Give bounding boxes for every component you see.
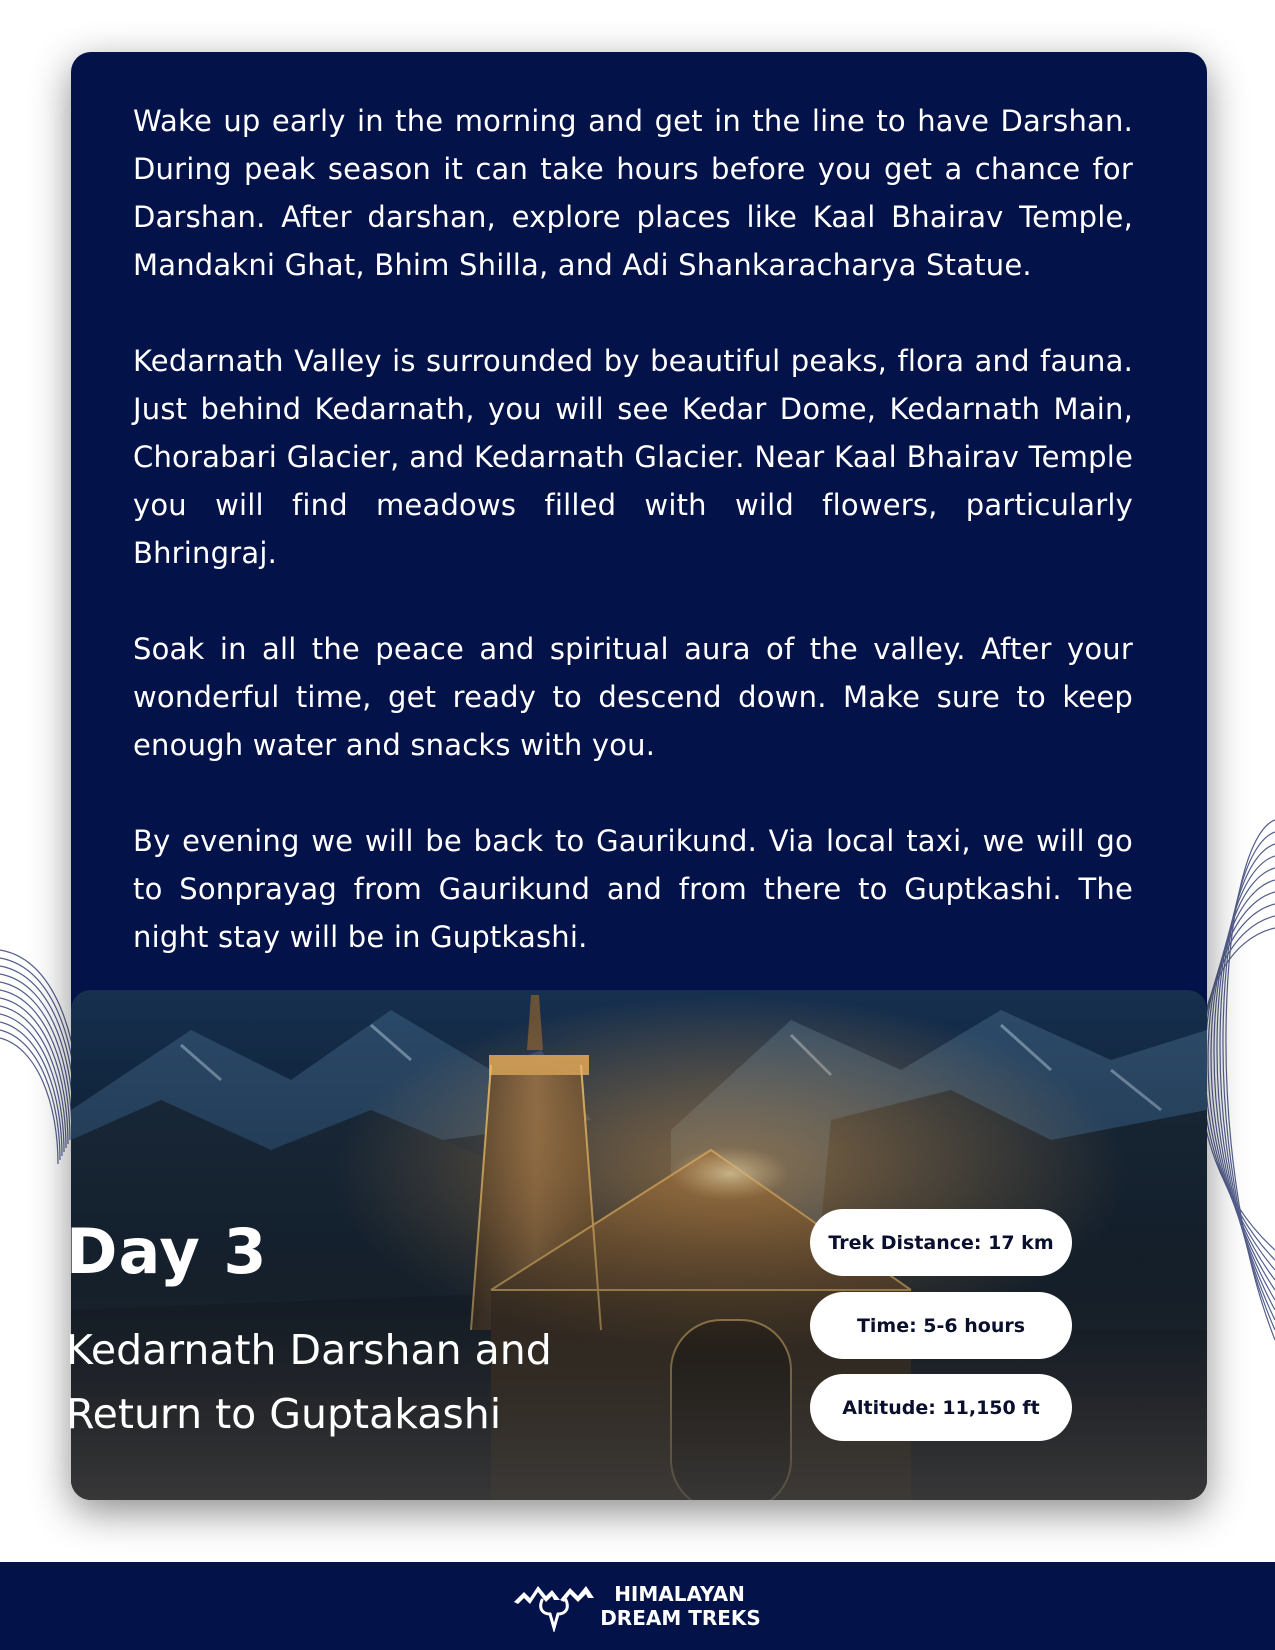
day-title: Day 3 [66,1215,268,1288]
brand-name-line1: HIMALAYAN [614,1582,745,1606]
altitude-badge: Altitude: 11,150 ft [810,1374,1072,1441]
mountain-ibex-icon [514,1580,594,1632]
paragraph-descend: Soak in all the peace and spiritual aura of the valley. After your wonderful time, get ready to descend down. Make sure to keep enough water and snacks with you. [133,632,1133,762]
day-subtitle: Kedarnath Darshan and Return to Guptakashi [66,1326,552,1438]
brand-name-line2: DREAM TREKS [600,1606,761,1630]
time-badge: Time: 5-6 hours [810,1292,1072,1359]
itinerary-description [133,97,1133,1009]
paragraph-darshan: Wake up early in the morning and get in the line to have Darshan. During peak season it can take hours before you get a chance for Darshan. After darshan, explore places like Kaal Bhairav Temple, Mandakni Ghat, Bhim Shilla, and Adi Shankaracharya Statue. [133,104,1133,282]
paragraph-return: By evening we will be back to Gaurikund. Via local taxi, we will go to Sonprayag from Gaurikund and from there to Guptkashi. The night stay will be in Guptkashi. [133,824,1133,954]
footer [0,1562,1275,1650]
trek-distance-badge: Trek Distance: 17 km [810,1209,1072,1276]
paragraph-valley: Kedarnath Valley is surrounded by beautiful peaks, flora and fauna. Just behind Kedarnath, you will see Kedar Dome, Kedarnath Main, Chorabari Glacier, and Kedarnath Glacier. Near Kaal Bhairav Temple you will find meadows filled with wild flowers, particularly Bhringraj. [133,344,1133,570]
brand-logo [514,1580,761,1632]
